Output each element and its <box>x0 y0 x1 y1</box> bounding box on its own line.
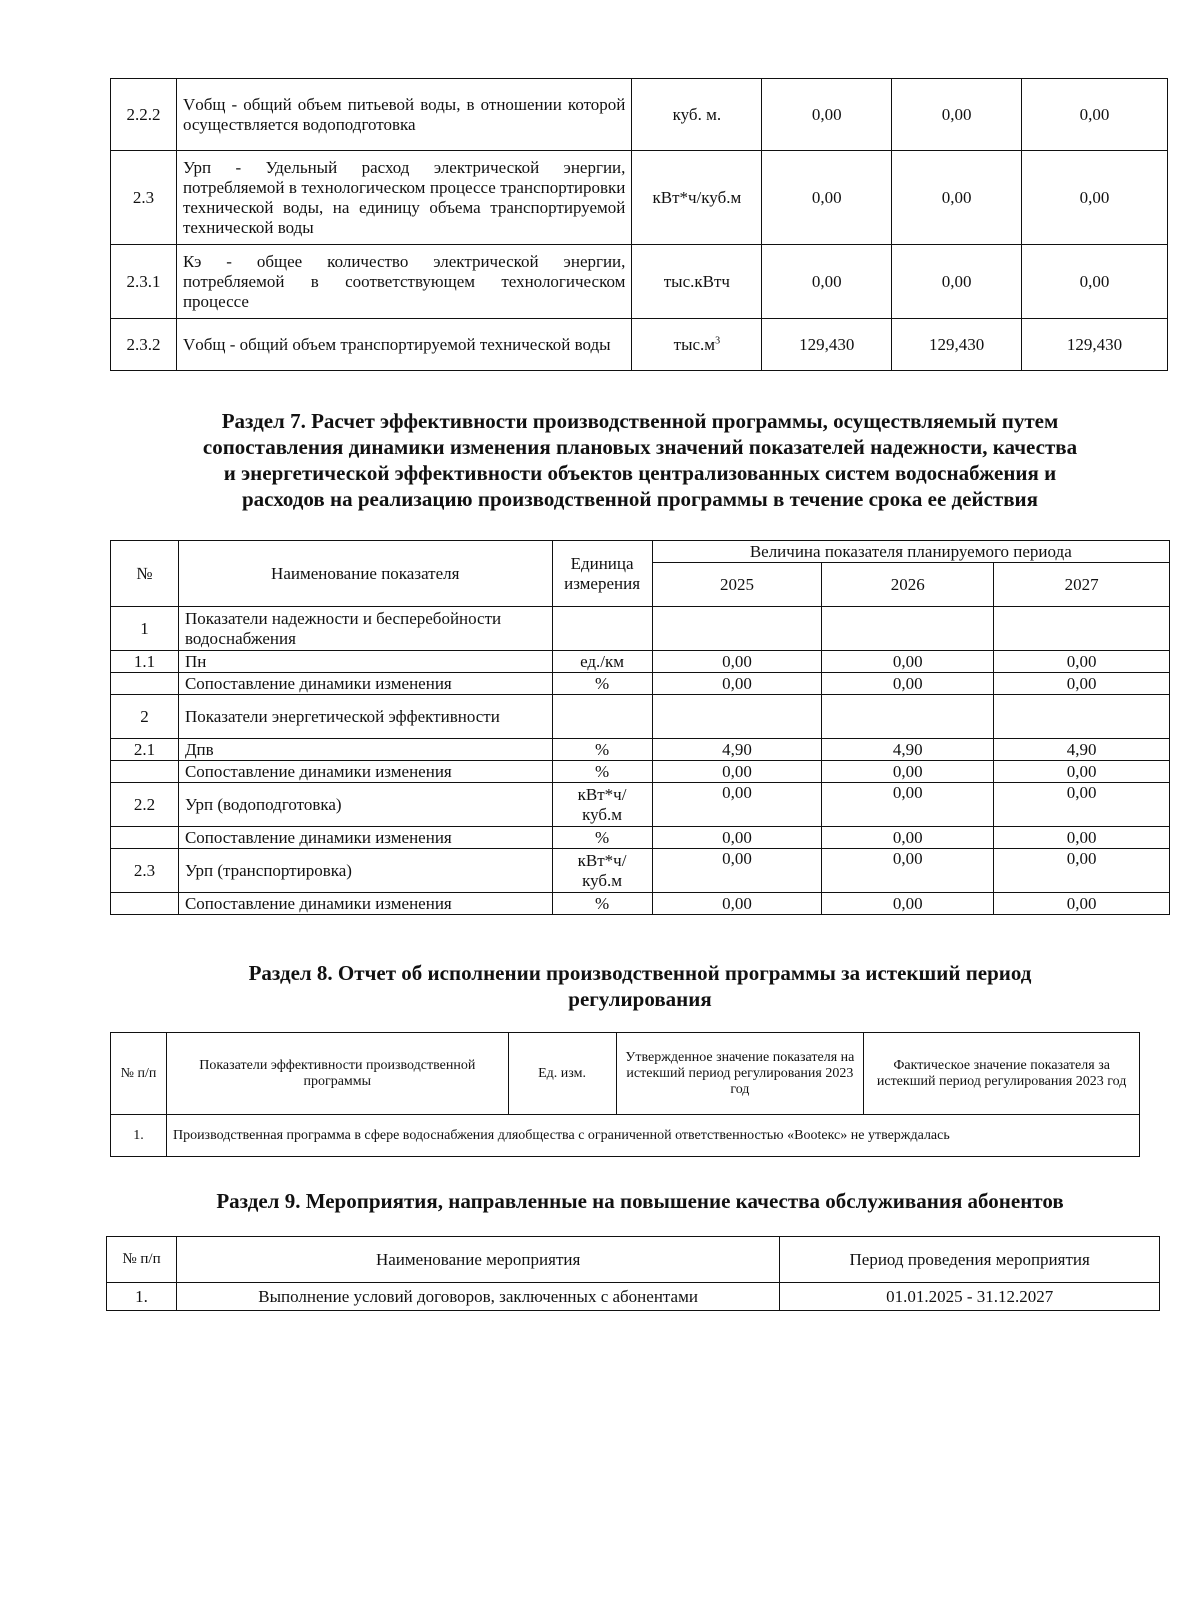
value-2026: 0,00 <box>892 151 1022 245</box>
section-8-title-line: регулирования <box>568 987 712 1011</box>
value-2025: 129,430 <box>762 319 892 371</box>
table-row <box>111 319 1168 371</box>
indicator-name: Сопоставление динамики изменения <box>178 761 552 783</box>
value-2026 <box>822 695 994 739</box>
value-2027: 0,00 <box>1022 245 1168 319</box>
table-header-row <box>107 1237 1160 1283</box>
value-2025: 0,00 <box>652 673 822 695</box>
value-2027: 0,00 <box>994 893 1170 915</box>
value-2027: 0,00 <box>994 673 1170 695</box>
header-unit: Ед. изм. <box>508 1033 616 1115</box>
header-period: Период проведения мероприятия <box>780 1237 1160 1283</box>
table-header-row <box>111 541 1170 563</box>
section-7-title-line: расходов на реализацию производственной программы в течение срока ее действия <box>241 487 1039 511</box>
header-number: № <box>111 541 179 607</box>
row-number: 2.1 <box>111 739 179 761</box>
header-period: Величина показателя планируемого периода <box>652 541 1169 563</box>
value-2027: 0,00 <box>994 783 1170 827</box>
value-2027: 0,00 <box>1022 79 1168 151</box>
value-2027 <box>994 695 1170 739</box>
header-measure-name: Наименование мероприятия <box>176 1237 779 1283</box>
section-9-title: Раздел 9. Мероприятия, направленные на повышение качества обслуживания абонентов <box>216 1189 1064 1213</box>
value-2025: 0,00 <box>652 827 822 849</box>
value-2027: 0,00 <box>1022 151 1168 245</box>
unit: % <box>552 761 652 783</box>
value-2026: 0,00 <box>822 893 994 915</box>
row-number: 2 <box>111 695 179 739</box>
row-number <box>111 761 179 783</box>
value-2026: 0,00 <box>822 651 994 673</box>
unit-superscript: 3 <box>715 334 721 346</box>
section-7-title-line: сопоставления динамики изменения плановых значений показателей надежности, качества <box>202 435 1078 459</box>
header-unit: Единица измерения <box>552 541 652 607</box>
unit: кВт*ч/куб.м <box>552 849 652 893</box>
efficiency-table <box>110 540 1170 915</box>
value-2025: 0,00 <box>762 79 892 151</box>
row-number: 2.3.1 <box>111 245 177 319</box>
value-2026: 0,00 <box>822 849 994 893</box>
table-row <box>111 893 1170 915</box>
row-number: 2.2 <box>111 783 179 827</box>
value-2026: 0,00 <box>822 783 994 827</box>
unit: % <box>552 673 652 695</box>
indicator-name: Vобщ - общий объем питьевой воды, в отношении которой осуществляется водоподготовка <box>176 79 631 151</box>
value-2026 <box>822 607 994 651</box>
row-number: 2.2.2 <box>111 79 177 151</box>
value-2025: 0,00 <box>652 761 822 783</box>
table-row <box>111 245 1168 319</box>
value-2027 <box>994 607 1170 651</box>
value-2025: 0,00 <box>652 849 822 893</box>
value-2027: 0,00 <box>994 651 1170 673</box>
table-row <box>111 607 1170 651</box>
table-row <box>111 1115 1140 1157</box>
unit-text: тыс.м <box>673 334 716 354</box>
header-indicators: Показатели эффективности производственной программы <box>166 1033 508 1115</box>
indicator-name: Сопоставление динамики изменения <box>178 893 552 915</box>
header-number: № п/п <box>107 1237 177 1283</box>
value-2025 <box>652 695 822 739</box>
table-row <box>111 827 1170 849</box>
indicator-name: Урп (транспортировка) <box>178 849 552 893</box>
value-2027: 4,90 <box>994 739 1170 761</box>
indicator-name: Vобщ - общий объем транспортируемой технической воды <box>176 319 631 371</box>
section-7-title <box>110 408 1170 512</box>
header-indicator-name: Наименование показателя <box>178 541 552 607</box>
table-row <box>111 849 1170 893</box>
unit: тыс.кВтч <box>632 245 762 319</box>
section-7-title-line: Раздел 7. Расчет эффективности производственной программы, осуществляемый путем <box>221 409 1059 433</box>
measure-period: 01.01.2025 - 31.12.2027 <box>780 1283 1160 1311</box>
measures-table <box>106 1236 1160 1311</box>
row-number: 1. <box>111 1115 167 1157</box>
indicator-name: Урп (водоподготовка) <box>178 783 552 827</box>
indicator-name: Показатели энергетической эффективности <box>178 695 552 739</box>
value-2025: 0,00 <box>762 245 892 319</box>
header-number: № п/п <box>111 1033 167 1115</box>
header-year-2025: 2025 <box>652 563 822 607</box>
value-2027: 0,00 <box>994 761 1170 783</box>
value-2025 <box>652 607 822 651</box>
unit: % <box>552 827 652 849</box>
table-row <box>111 739 1170 761</box>
row-number: 2.3.2 <box>111 319 177 371</box>
value-2027: 0,00 <box>994 827 1170 849</box>
value-2025: 4,90 <box>652 739 822 761</box>
row-number: 1 <box>111 607 179 651</box>
header-year-2026: 2026 <box>822 563 994 607</box>
section-7-title-line: и энергетической эффективности объектов централизованных систем водоснабжения и <box>223 461 1057 485</box>
value-2026: 0,00 <box>822 827 994 849</box>
header-approved-value: Утвержденное значение показателя на истекший период регулирования 2023 год <box>616 1033 864 1115</box>
unit: кВт*ч/куб.м <box>632 151 762 245</box>
indicator-name: Дпв <box>178 739 552 761</box>
unit: кВт*ч/куб.м <box>552 783 652 827</box>
table-row <box>111 761 1170 783</box>
measure-name: Выполнение условий договоров, заключенных с абонентами <box>176 1283 779 1311</box>
value-2025: 0,00 <box>652 783 822 827</box>
row-number: 1. <box>107 1283 177 1311</box>
table-row <box>111 79 1168 151</box>
row-number <box>111 827 179 849</box>
indicator-name: Сопоставление динамики изменения <box>178 827 552 849</box>
report-table <box>110 1032 1140 1157</box>
value-2025: 0,00 <box>652 893 822 915</box>
value-2026: 0,00 <box>892 245 1022 319</box>
value-2026: 0,00 <box>892 79 1022 151</box>
indicators-table-continued <box>110 78 1168 371</box>
value-2026: 0,00 <box>822 673 994 695</box>
table-row <box>107 1283 1160 1311</box>
value-2025: 0,00 <box>652 651 822 673</box>
unit: ед./км <box>552 651 652 673</box>
table-row <box>111 673 1170 695</box>
indicator-name: Сопоставление динамики изменения <box>178 673 552 695</box>
unit: куб. м. <box>632 79 762 151</box>
section-8-title <box>110 960 1170 1012</box>
table-row <box>111 695 1170 739</box>
value-2027: 0,00 <box>994 849 1170 893</box>
row-number: 1.1 <box>111 651 179 673</box>
value-2026: 4,90 <box>822 739 994 761</box>
row-number <box>111 893 179 915</box>
unit <box>552 607 652 651</box>
table-header-row <box>111 1033 1140 1115</box>
unit: % <box>552 739 652 761</box>
row-number <box>111 673 179 695</box>
indicator-name: Кэ - общее количество электрической энергии, потребляемой в соответствующем технологическом процессе <box>176 245 631 319</box>
table-row <box>111 151 1168 245</box>
report-note: Производственная программа в сфере водоснабжения дляобщества с ограниченной ответственностью «Вootекс» не утверждалась <box>166 1115 1139 1157</box>
value-2025: 0,00 <box>762 151 892 245</box>
header-actual-value: Фактическое значение показателя за истекший период регулирования 2023 год <box>864 1033 1140 1115</box>
value-2026: 0,00 <box>822 761 994 783</box>
row-number: 2.3 <box>111 849 179 893</box>
table-row <box>111 651 1170 673</box>
value-2026: 129,430 <box>892 319 1022 371</box>
indicator-name: Пн <box>178 651 552 673</box>
table-row <box>111 783 1170 827</box>
unit <box>632 319 762 371</box>
value-2027: 129,430 <box>1022 319 1168 371</box>
header-year-2027: 2027 <box>994 563 1170 607</box>
row-number: 2.3 <box>111 151 177 245</box>
section-8-title-line: Раздел 8. Отчет об исполнении производственной программы за истекший период <box>248 961 1032 985</box>
unit: % <box>552 893 652 915</box>
indicator-name: Показатели надежности и бесперебойности водоснабжения <box>178 607 552 651</box>
unit <box>552 695 652 739</box>
indicator-name: Урп - Удельный расход электрической энергии, потребляемой в технологическом процессе транспортировки технической воды, на единицу объема транспортируемой технической воды <box>176 151 631 245</box>
